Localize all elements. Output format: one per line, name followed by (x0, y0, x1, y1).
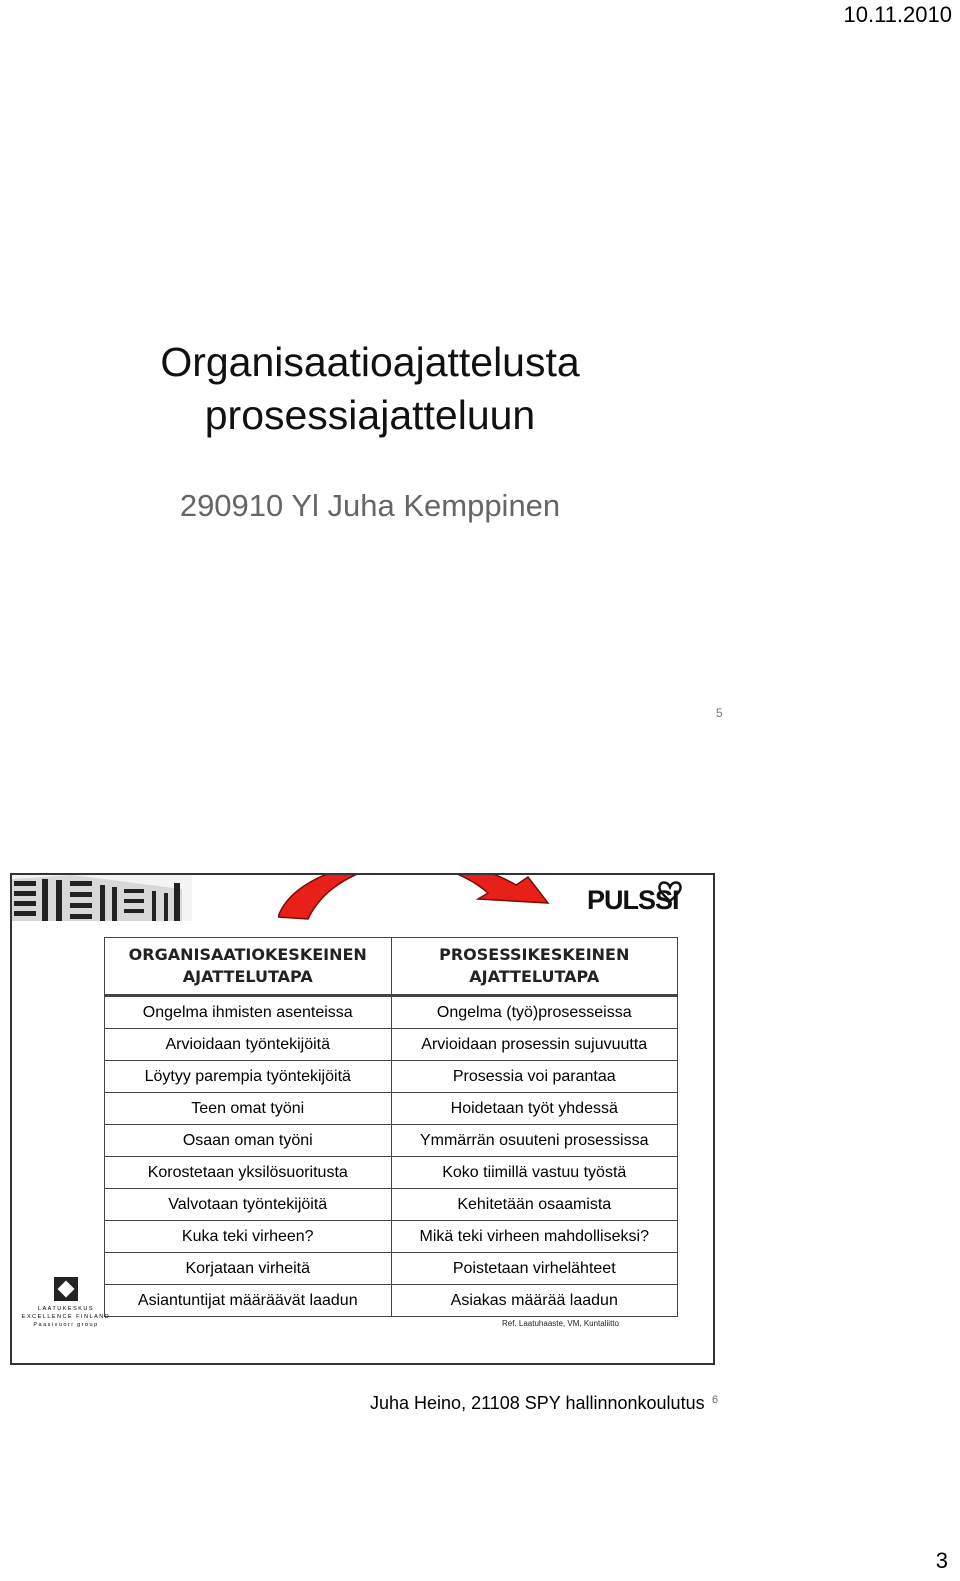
reference-note: Ref. Laatuhaaste, VM, Kuntaliitto (502, 1319, 619, 1328)
table-row (105, 1029, 678, 1061)
laatukeskus-line-1: LAATUKESKUS (37, 1306, 95, 1312)
right-cell: Ongelma (työ)prosesseissa (391, 996, 678, 1029)
header-right-line-1: PROSESSIKESKEINEN (439, 945, 630, 964)
left-cell: Löytyy parempia työntekijöitä (105, 1061, 392, 1093)
right-cell: Arvioidaan prosessin sujuvuutta (391, 1029, 678, 1061)
header-left-line-1: ORGANISAATIOKESKEINEN (128, 945, 367, 964)
slide-subtitle: 290910 Yl Juha Kemppinen (179, 488, 561, 523)
table-row (105, 1125, 678, 1157)
left-cell: Korjataan virheitä (105, 1253, 392, 1285)
pulssi-logo: PULSSI (587, 885, 679, 915)
left-cell: Osaan oman työni (105, 1125, 392, 1157)
comparison-slide (10, 873, 715, 1365)
caption-slide-number: 6 (712, 1394, 719, 1406)
slide-caption: Juha Heino, 21108 SPY hallinnonkoulutus (370, 1393, 705, 1413)
right-cell: Poistetaan virhelähteet (391, 1253, 678, 1285)
curved-arrow-icon (278, 873, 568, 925)
comparison-table (104, 937, 678, 1317)
table-row (105, 1061, 678, 1093)
right-cell: Kehitetään osaamista (391, 1189, 678, 1221)
right-cell: Koko tiimillä vastuu työstä (391, 1157, 678, 1189)
left-cell: Valvotaan työntekijöitä (105, 1189, 392, 1221)
left-cell: Asiantuntijat määräävät laadun (105, 1285, 392, 1317)
left-cell: Ongelma ihmisten asenteissa (105, 996, 392, 1029)
right-cell: Ymmärrän osuuteni prosessissa (391, 1125, 678, 1157)
table-row (105, 1221, 678, 1253)
right-cell: Hoidetaan työt yhdessä (391, 1093, 678, 1125)
header-process-centric (391, 938, 678, 996)
table-row (105, 1157, 678, 1189)
right-cell: Mikä teki virheen mahdolliseksi? (391, 1221, 678, 1253)
header-date: 10.11.2010 (843, 2, 952, 27)
laatukeskus-logo (20, 1277, 112, 1329)
heart-icon (657, 881, 683, 903)
table-row (105, 1189, 678, 1221)
slide-title-line-2: prosessiajatteluun (204, 392, 536, 438)
page-number: 3 (935, 1548, 948, 1573)
slide-title-line-1: Organisaatioajattelusta (160, 339, 580, 385)
left-cell: Arvioidaan työntekijöitä (105, 1029, 392, 1061)
header-organization-centric (105, 938, 392, 996)
slide-number: 5 (716, 706, 723, 720)
table-header-row (105, 938, 678, 996)
right-cell: Asiakas määrää laadun (391, 1285, 678, 1317)
table-row (105, 1093, 678, 1125)
right-cell: Prosessia voi parantaa (391, 1061, 678, 1093)
left-cell: Korostetaan yksilösuoritusta (105, 1157, 392, 1189)
laatukeskus-line-2: EXCELLENCE FINLAND (21, 1314, 111, 1320)
laatukeskus-line-3: Paasivuori group (33, 1322, 99, 1328)
left-cell: Teen omat työni (105, 1093, 392, 1125)
header-right-line-2: AJATTELUTAPA (469, 967, 600, 986)
left-cell: Kuka teki virheen? (105, 1221, 392, 1253)
header-left-line-2: AJATTELUTAPA (182, 967, 313, 986)
building-image (12, 875, 192, 921)
slide-title (100, 336, 640, 442)
table-row (105, 1253, 678, 1285)
table-row (105, 1285, 678, 1317)
laatukeskus-mark-icon (54, 1277, 78, 1301)
table-row (105, 996, 678, 1029)
